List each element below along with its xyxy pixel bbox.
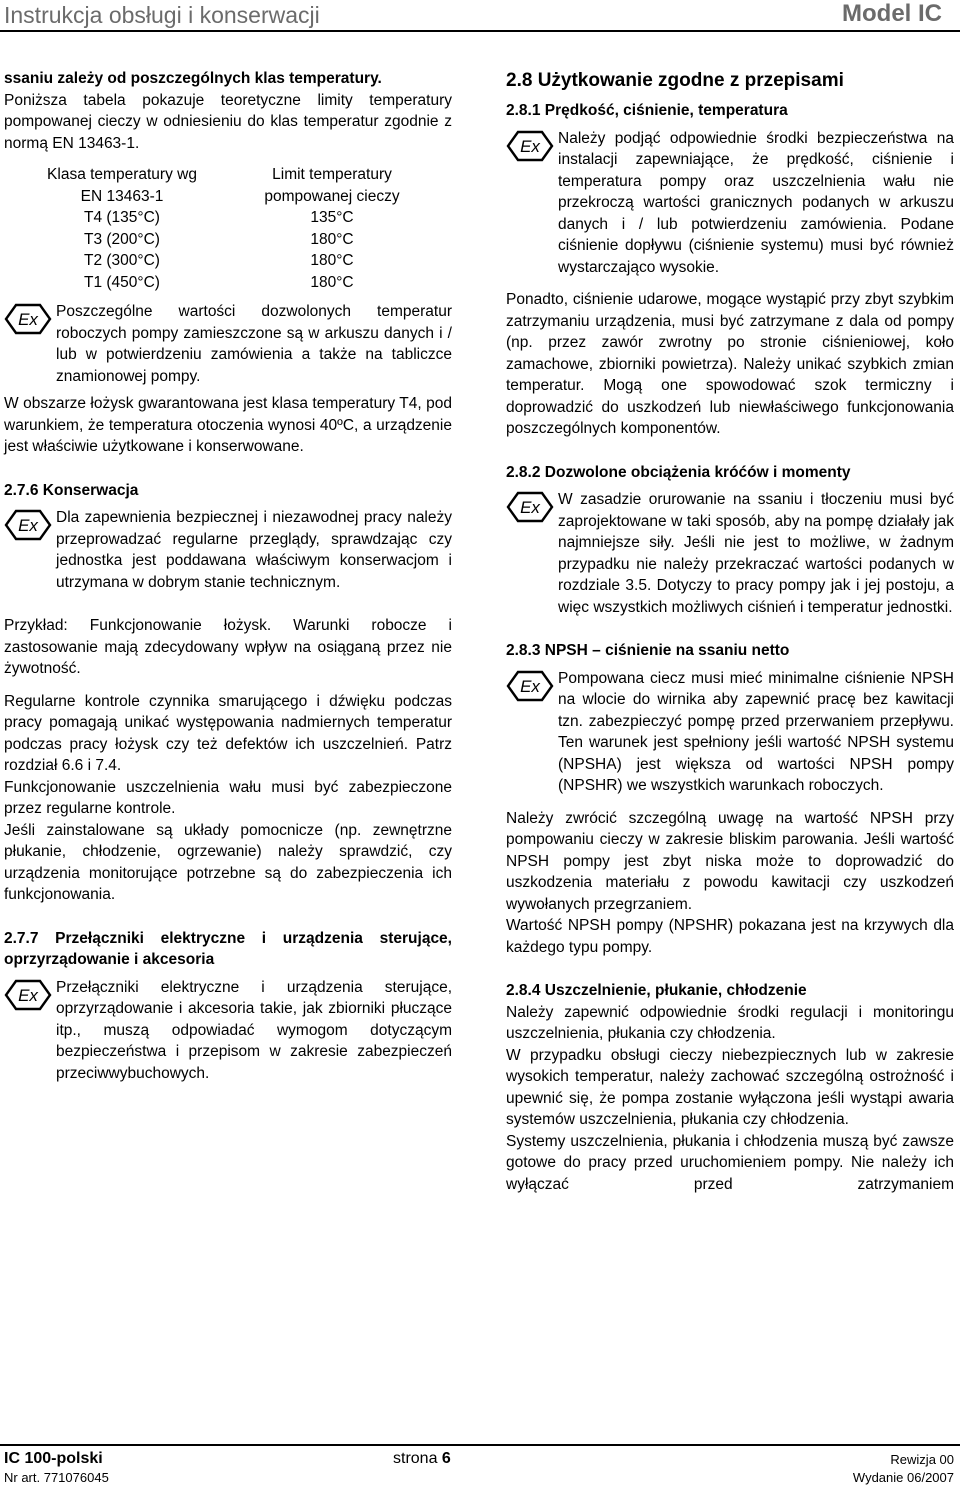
issue-label: Wydanie 06/2007 [852, 1470, 954, 1485]
svg-text:Ex: Ex [18, 516, 38, 535]
section-heading-2-8-1: 2.8.1 Prędkość, ciśnienie, temperatura [506, 102, 788, 119]
ex-note-text: Dla zapewnienia bezpiecznej i niezawodnej pracy należy przeprowadzać regularne przeglądy, sprawdzając czy jednostka jest poddawana właściwym konserwacjom i utrzymana w dobrym stanie technicznym. [56, 509, 452, 591]
control-paragraph: Jeśli zainstalowane są układy pomocnicze (np. zewnętrzne płukanie, chłodzenie, ogrzewanie) należy sprawdzić, czy urządzenia monitorujące potrzebne są do zabezpieczenia ich funkcjonowania. [4, 821, 452, 903]
revision-label: Rewizja 00 [890, 1452, 954, 1467]
page-number: 6 [441, 1450, 451, 1467]
table-header-row [22, 164, 442, 207]
table-row [22, 207, 442, 229]
product-label: IC 100-polski [4, 1450, 103, 1467]
intro-paragraph-2: Poniższa tabela pokazuje teoretyczne limity temperatury pompowanej cieczy w odniesieniu do klas temperatur zgodnie z normą EN 13463-1. [4, 91, 452, 152]
table-cell: 180°C [310, 252, 354, 269]
temperature-class-table [22, 164, 442, 293]
page-indicator [393, 1450, 451, 1468]
table-row [22, 229, 442, 251]
ex-warning-note [4, 507, 452, 593]
table-cell: 135°C [310, 209, 354, 226]
svg-text:Ex: Ex [18, 985, 38, 1005]
table-cell: 180°C [310, 273, 354, 291]
model-name: Model IC [842, 0, 942, 27]
section-heading-2-8-2: 2.8.2 Dozwolone obciążenia króćów i momenty [506, 463, 851, 481]
svg-text:Ex: Ex [520, 498, 540, 517]
section-heading-2-8: 2.8 Użytkowanie zgodne z przepisami [506, 70, 844, 91]
table-header-cell: Limit temperatury pompowanej cieczy [264, 166, 400, 205]
body-paragraph: Należy zwrócić szczególną uwagę na wartość NPSH przy pompowaniu cieczy w zakresie bliskim parowania. Jeśli wartość NPSH pompy jest zbyt niska może to doprowadzić do uszkodzenia materiału z powodu kawitacji czy uszkodzeń wywołanych przegrzaniem. [506, 809, 954, 913]
section-heading-2-7-7: 2.7.7 Przełączniki elektryczne i urządzenia sterujące, oprzyrządowanie i akcesoria [4, 929, 452, 968]
section-heading-2-8-4: 2.8.4 Uszczelnienie, płukanie, chłodzenie [506, 982, 807, 999]
table-row [22, 250, 442, 272]
footer-rule [0, 1444, 960, 1446]
intro-paragraph-1: ssaniu zależy od poszczególnych klas temperatury. [4, 70, 382, 87]
ex-explosion-protection-icon [4, 509, 52, 541]
bearing-paragraph: W obszarze łożysk gwarantowana jest klasa temperatury T4, pod warunkiem, że temperatura otoczenia wynosi 40ºC, a urządzenie jest właściwie użytkowane i konserwowane. [4, 395, 452, 455]
ex-note-text: Pompowana ciecz musi mieć minimalne ciśnienie NPSH na wlocie do wirnika aby zapewnić pracę bez kawitacji tzn. zabezpieczyć pompę przed przerwaniem przepływu. Ten warunek jest spełniony jeśli wartość NPSH systemu (NPSHA) jest większa od wartości NPSH pompy (NPSHR) we wszystkich warunkach roboczych. [558, 669, 954, 794]
page-header [0, 0, 960, 30]
table-cell: 180°C [310, 230, 354, 248]
table-header-cell: Klasa temperatury wg EN 13463-1 [47, 166, 197, 205]
ex-explosion-protection-icon [506, 670, 554, 702]
table-cell: T1 (450°C) [84, 273, 160, 291]
svg-text:Ex: Ex [18, 310, 38, 329]
ex-warning-note [506, 128, 954, 279]
body-paragraph: Wartość NPSH pompy (NPSHR) pokazana jest na krzywych dla każdego typu pompy. [506, 917, 954, 956]
body-paragraph: W przypadku obsługi cieczy niebezpiecznych lub w zakresie wysokich temperatur, należy zachować szczególną ostrożność i upewnić się, że pompa zostanie wyłączona jeśli wystąpi awaria systemów uszczelnienia, płukania czy chłodzenia. [506, 1046, 954, 1128]
ex-warning-note [506, 489, 954, 618]
table-row [22, 272, 442, 294]
control-paragraph: Regularne kontrole czynnika smarującego i dźwięku podczas pracy pomagają unikać występowania nadmiernych temperatur podczas pracy łożysk czy też defektów ich uszczelnień. Patrz rozdział 6.6 i 7.4. [4, 692, 452, 774]
ex-note-text: W zasadzie orurowanie na ssaniu i tłoczeniu musi być zaprojektowane w taki sposób, aby na pompę działały jak najmniejsze siły. Jeśli nie jest to możliwe, w żadnym przypadku nie należy przekraczać wartości podanych w rozdziale 3.5. Dotyczy to pracy pompy jak i jej postoju, a więc wszystkich możliwych ciśnień i temperatur jednostki. [558, 491, 954, 616]
ex-note-text: Należy podjąć odpowiednie środki bezpieczeństwa na instalacji zapewniające, że prędkość, ciśnienie i temperatura pompy oraz uszczelnienia wału nie przekroczą wartości granicznych podanych w arkuszu danych i / lub potwierdzeniu zamówienia. Podane ciśnienie dopływu (ciśnienie systemu) musi być również wystarczająco wysokie. [558, 129, 954, 276]
ex-explosion-protection-icon [4, 979, 52, 1011]
body-paragraph: Należy zapewnić odpowiednie środki regulacji i monitoringu uszczelnienia, płukania czy chłodzenia. [506, 1003, 954, 1042]
header-rule [0, 30, 960, 32]
table-cell: T4 (135°C) [84, 209, 160, 226]
body-paragraph: Ponadto, ciśnienie udarowe, mogące wystąpić przy zbyt szybkim zatrzymaniu urządzenia, musi być zatrzymane z dala od pompy (np. przez zawór zwrotny po stronie ciśnieniowej, koło zamachowe, zbiorniki powietrza). Należy unikać szybkich zmian temperatur. Mogą one spowodować szok termiczny i doprowadzić do uszkodzeń lub niewłaściwego funkcjonowania poszczególnych komponentów. [506, 291, 954, 437]
ex-explosion-protection-icon [506, 130, 554, 162]
ex-explosion-protection-icon [4, 303, 52, 335]
document-title: Instrukcja obsługi i konserwacji [4, 2, 320, 28]
ex-note-text: Poszczególne wartości dozwolonych temperatur roboczych pompy zamieszczone są w arkuszu danych i / lub w potwierdzeniu zamówienia a także na tabliczce znamionowej pompy. [56, 303, 452, 385]
ex-note-text: Przełączniki elektryczne i urządzenia sterujące, oprzyrządowanie i akcesoria takie, jak zbiorniki płuczące itp., muszą odpowiadać wymogom dotyczącym bezpieczeństwa i przepisom w zakresie zabezpieczeń przeciwwybuchowych. [56, 978, 452, 1082]
section-heading-2-8-3: 2.8.3 NPSH – ciśnienie na ssaniu netto [506, 642, 790, 659]
svg-text:Ex: Ex [520, 136, 540, 156]
body-paragraph: Systemy uszczelnienia, płukania i chłodzenia muszą być zawsze gotowe do pracy przed uruchomieniem pompy. Nie należy ich wyłączać przed zatrzymaniem [506, 1132, 954, 1193]
ex-explosion-protection-icon [506, 491, 554, 523]
control-paragraph: Funkcjonowanie uszczelnienia wału musi być zabezpieczone przez regularne kontrole. [4, 778, 452, 817]
left-column [4, 68, 452, 1084]
ex-warning-note [4, 977, 452, 1085]
example-paragraph: Przykład: Funkcjonowanie łożysk. Warunki robocze i zastosowanie mają zdecydowany wpływ na osiąganą przez nie żywotność. [4, 617, 452, 677]
right-column [506, 68, 954, 1195]
section-heading-2-7-6: 2.7.6 Konserwacja [4, 481, 139, 499]
table-cell: T2 (300°C) [84, 252, 160, 269]
table-cell: T3 (200°C) [84, 230, 160, 248]
article-number: Nr art. 771076045 [4, 1470, 109, 1485]
ex-warning-note [4, 301, 452, 387]
page-label: strona [393, 1450, 438, 1467]
ex-warning-note [506, 668, 954, 797]
svg-text:Ex: Ex [520, 676, 540, 696]
